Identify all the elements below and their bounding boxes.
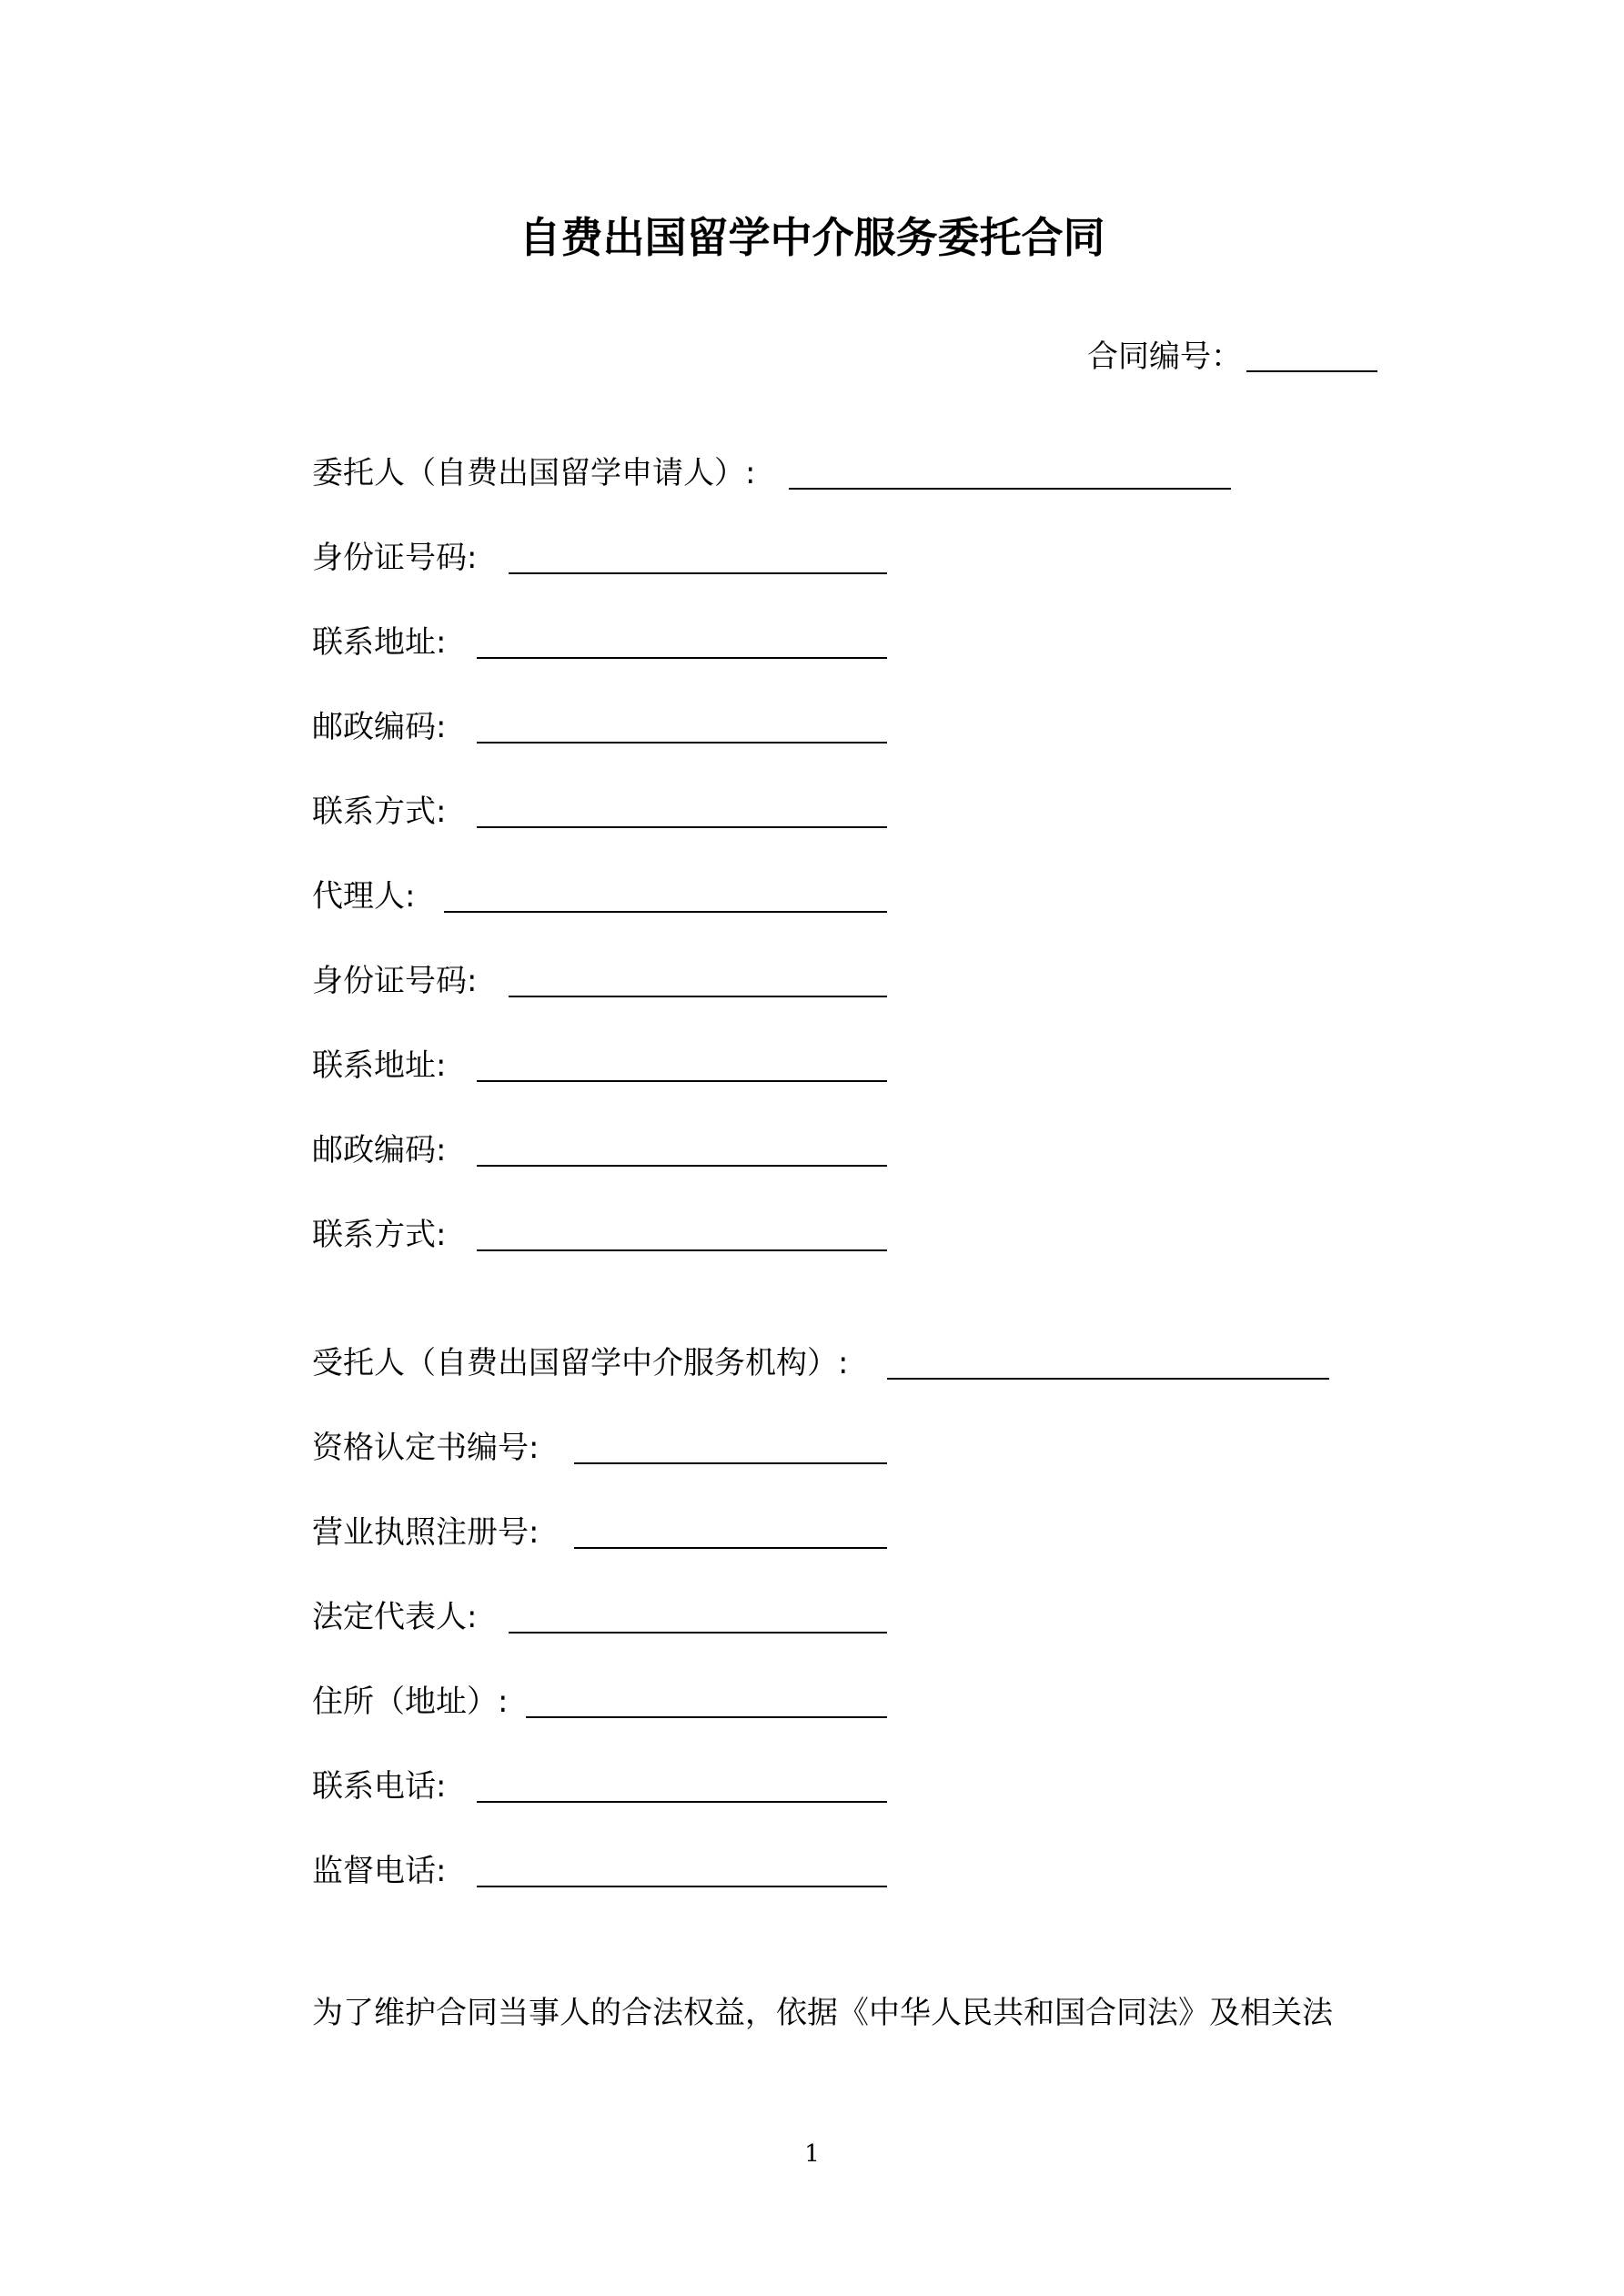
field-label: 联系方式: bbox=[312, 794, 447, 830]
field-label: 法定代表人: bbox=[312, 1599, 478, 1635]
field-label: 受托人（自费出国留学中介服务机构）: bbox=[312, 1345, 849, 1381]
field-label: 联系地址: bbox=[312, 1047, 447, 1084]
field-label: 代理人: bbox=[312, 878, 416, 915]
field-label: 身份证号码: bbox=[312, 540, 478, 576]
page-number: 1 bbox=[804, 2140, 820, 2168]
field-label: 邮政编码: bbox=[312, 709, 447, 745]
field-label: 联系方式: bbox=[312, 1217, 447, 1253]
fill-blank bbox=[574, 1547, 887, 1549]
field-label: 委托人（自费出国留学申请人）: bbox=[312, 455, 756, 491]
contract-number-label: 合同编号： bbox=[1087, 339, 1242, 375]
field-label: 资格认定书编号: bbox=[312, 1430, 540, 1466]
document-title: 自费出国留学中介服务委托合同 bbox=[519, 213, 1105, 262]
contract-number-blank bbox=[1246, 370, 1377, 372]
fill-blank bbox=[789, 488, 1231, 490]
fill-blank bbox=[509, 1632, 887, 1633]
fill-blank bbox=[444, 911, 887, 913]
field-label: 联系电话: bbox=[312, 1768, 447, 1805]
field-label: 身份证号码: bbox=[312, 963, 478, 999]
field-label: 营业执照注册号: bbox=[312, 1514, 540, 1551]
fill-blank bbox=[477, 1801, 887, 1803]
field-label: 邮政编码: bbox=[312, 1132, 447, 1168]
intro-paragraph: 为了维护合同当事人的合法权益，依据《中华人民共和国合同法》及相关法 bbox=[312, 1995, 1333, 2031]
fill-blank bbox=[477, 742, 887, 743]
field-label: 住所（地址）: bbox=[312, 1684, 509, 1720]
fill-blank bbox=[477, 1080, 887, 1082]
fill-blank bbox=[477, 657, 887, 659]
fill-blank bbox=[477, 826, 887, 828]
field-label: 监督电话: bbox=[312, 1853, 447, 1889]
fill-blank bbox=[477, 1886, 887, 1887]
fill-blank bbox=[477, 1249, 887, 1251]
field-label: 联系地址: bbox=[312, 624, 447, 661]
fill-blank bbox=[887, 1378, 1329, 1380]
fill-blank bbox=[574, 1462, 887, 1464]
fill-blank bbox=[509, 996, 887, 997]
fill-blank bbox=[526, 1716, 887, 1718]
fill-blank bbox=[509, 572, 887, 574]
fill-blank bbox=[477, 1165, 887, 1167]
